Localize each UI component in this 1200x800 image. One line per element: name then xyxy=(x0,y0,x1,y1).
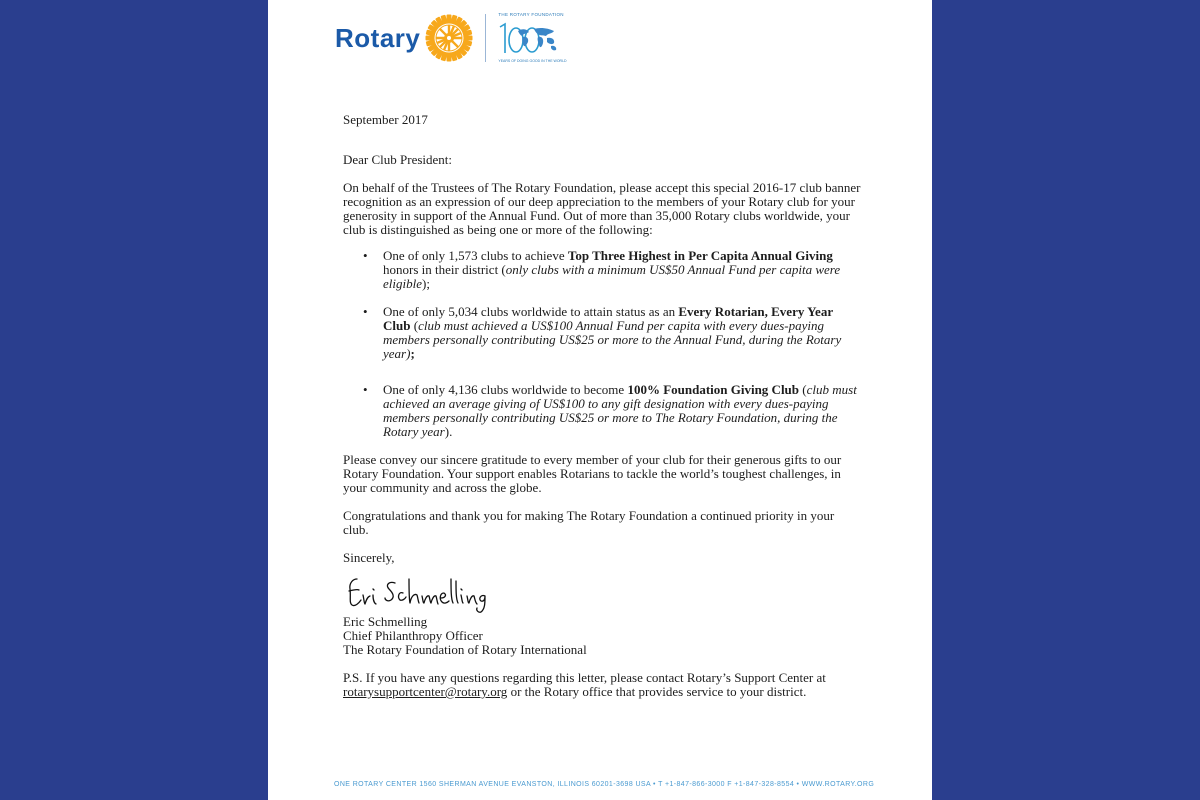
bullet-title: 100% Foundation Giving Club xyxy=(627,382,800,397)
bullet-mid: honors in their district ( xyxy=(383,262,506,277)
letter-page xyxy=(268,0,932,800)
ps-lead: P.S. If you have any questions regarding this letter, please contact Rotary’s Support Center at xyxy=(343,670,826,685)
rotary-wheel-icon xyxy=(425,14,473,62)
foundation-title: THE ROTARY FOUNDATION xyxy=(498,12,564,17)
recognition-list xyxy=(343,249,863,439)
bullet-title: Every Rotarian, Every Year Club xyxy=(383,304,833,333)
letterhead-footer: ONE ROTARY CENTER 1560 SHERMAN AVENUE EVANSTON, ILLINOIS 60201-3698 USA • T +1-847-866-3000 F +1-847-328-8554 • WWW.ROTARY.ORG xyxy=(334,781,875,788)
bullet-lead: One of only 4,136 clubs worldwide to become xyxy=(383,382,628,397)
bullet-criteria: club must achieved a US$100 Annual Fund per capita with every dues-paying members personally contributing US$25 or more to the Annual Fund, during the Rotary year) xyxy=(383,318,842,361)
gratitude-paragraph: Please convey our sincere gratitude to every member of your club for their generous gifts to our Rotary Foundation. Your support enables Rotarians to tackle the world’s toughest challenges, in your community and across the globe. xyxy=(343,452,842,495)
bullet-criteria: only clubs with a minimum US$50 Annual Fund per capita were eligible xyxy=(383,262,841,291)
list-item xyxy=(343,305,863,361)
logo-divider xyxy=(485,14,486,62)
handwritten-signature xyxy=(343,569,493,615)
bullet-icon: • xyxy=(363,248,368,263)
letter-body xyxy=(343,113,863,699)
letterhead xyxy=(335,10,567,66)
bullet-lead: One of only 1,573 clubs to achieve xyxy=(383,248,568,263)
bullet-lead: One of only 5,034 clubs worldwide to attain status as an xyxy=(383,304,679,319)
bullet-tail: ); xyxy=(422,276,430,291)
bullet-mid: ( xyxy=(799,382,807,397)
closing: Sincerely, xyxy=(343,550,395,565)
bullet-tail: ; xyxy=(410,346,415,361)
salutation: Dear Club President: xyxy=(343,152,453,167)
list-item xyxy=(343,383,863,439)
bullet-icon: • xyxy=(363,382,368,397)
foundation-centennial-logo xyxy=(496,19,564,57)
signature-block xyxy=(343,615,863,657)
ps-tail: or the Rotary office that provides service to your district. xyxy=(507,684,807,699)
signatory-title: Chief Philanthropy Officer xyxy=(343,628,483,643)
intro-paragraph: On behalf of the Trustees of The Rotary Foundation, please accept this special 2016-17 club banner recognition as an expression of our deep appreciation to the members of your Rotary club for your generosity in support of the Annual Fund. Out of more than 35,000 Rotary clubs worldwide, your club is distinguished as being one or more of the following: xyxy=(343,180,861,237)
list-item xyxy=(343,249,863,291)
signatory-organization: The Rotary Foundation of Rotary International xyxy=(343,642,587,657)
foundation-logo xyxy=(496,12,567,64)
postscript xyxy=(343,671,863,699)
congratulations-paragraph: Congratulations and thank you for making The Rotary Foundation a continued priority in your club. xyxy=(343,508,835,537)
rotary-wordmark: Rotary xyxy=(335,22,421,53)
bullet-title: Top Three Highest in Per Capita Annual Giving xyxy=(567,248,833,263)
bullet-mid: ( xyxy=(410,318,419,333)
letter-date: September 2017 xyxy=(343,112,428,127)
bullet-criteria: club must achieved an average giving of US$100 to any gift designation with every dues-paying members personally contributing US$25 or more to The Rotary Foundation, during the Rotary year xyxy=(383,382,857,439)
signatory-name: Eric Schmelling xyxy=(343,614,428,629)
support-email-link[interactable]: rotarysupportcenter@rotary.org xyxy=(343,684,508,699)
bullet-tail: ). xyxy=(444,424,453,439)
bullet-icon: • xyxy=(363,304,368,319)
foundation-tagline: YEARS OF DOING GOOD IN THE WORLD xyxy=(498,59,567,63)
